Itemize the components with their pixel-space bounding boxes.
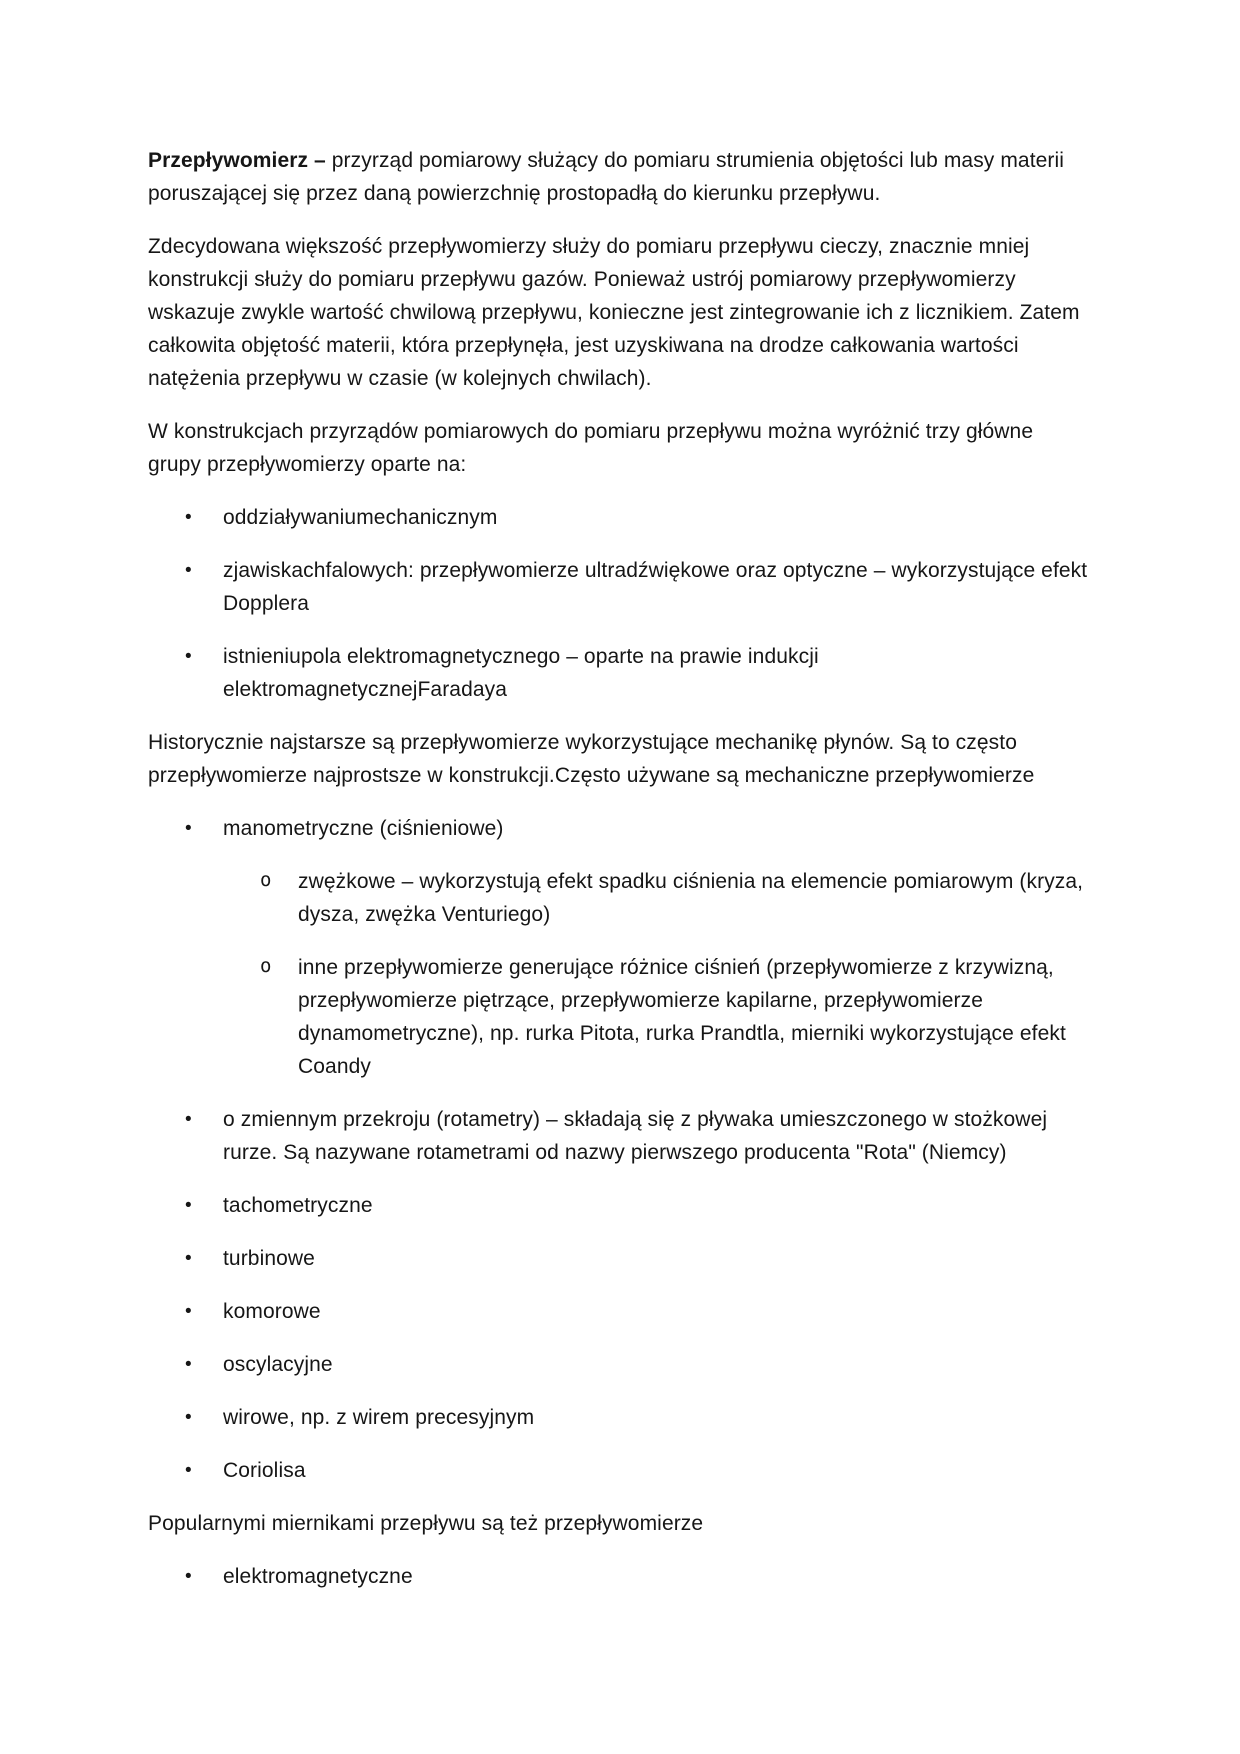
bullet-icon: • xyxy=(185,560,192,581)
list-item-text: wirowe, np. z wirem precesyjnym xyxy=(223,1406,535,1429)
sub-list-item xyxy=(148,865,1092,931)
list-item-text: oddziaływaniumechanicznym xyxy=(223,506,498,529)
bullet-icon: • xyxy=(185,646,192,667)
definition-text: przyrząd pomiarowy służący do pomiaru strumienia objętości lub masy materii poruszającej się przez daną powierzchnię prostopadłą do kierunku przepływu. xyxy=(148,149,1065,205)
bullet-icon: • xyxy=(185,818,192,839)
bullet-icon: • xyxy=(185,1301,192,1322)
bullet-icon: • xyxy=(185,1460,192,1481)
bullet-icon: • xyxy=(185,1195,192,1216)
list-item-text: manometryczne (ciśnieniowe) xyxy=(223,817,504,840)
bullet-icon: • xyxy=(185,507,192,528)
list-item xyxy=(148,1348,1092,1381)
bullet-icon: • xyxy=(185,1248,192,1269)
list-item-text: inne przepływomierze generujące różnice ciśnień (przepływomierze z krzywizną, przepływomierze piętrzące, przepływomierze kapilarne, przepływomierze dynamometryczne), np. rurka Pitota, rurka Prandtla, mierniki wykorzystujące efekt Coandy xyxy=(298,956,1066,1078)
list-item-text: tachometryczne xyxy=(223,1194,373,1217)
paragraph-history: Historycznie najstarsze są przepływomierze wykorzystujące mechanikę płynów. Są to często przepływomierze najprostsze w konstrukcji.Często używane są mechaniczne przepływomierze xyxy=(148,731,1035,787)
list-item-text: turbinowe xyxy=(223,1247,315,1270)
sub-list-item xyxy=(148,951,1092,1083)
circle-bullet-icon: o xyxy=(260,955,272,977)
list-item xyxy=(148,812,1092,845)
list-item xyxy=(148,1295,1092,1328)
list-item-text: Coriolisa xyxy=(223,1459,306,1482)
list-item-text: zwężkowe – wykorzystują efekt spadku ciśnienia na elemencie pomiarowym (kryza, dysza, zwężka Venturiego) xyxy=(298,870,1084,926)
list-item xyxy=(148,554,1092,620)
bullet-icon: • xyxy=(185,1566,192,1587)
list-item-text: zjawiskachfalowych: przepływomierze ultradźwiękowe oraz optyczne – wykorzystujące efekt Dopplera xyxy=(223,559,1088,615)
bullet-icon: • xyxy=(185,1354,192,1375)
document-body xyxy=(148,144,1092,1613)
list-item-text: istnieniupola elektromagnetycznego – oparte na prawie indukcji elektromagnetycznejFaradaya xyxy=(223,645,819,701)
paragraph-definition xyxy=(148,144,1092,210)
list-item-text: komorowe xyxy=(223,1300,321,1323)
list-item xyxy=(148,1401,1092,1434)
list-item xyxy=(148,1560,1092,1593)
list-item xyxy=(148,1103,1092,1169)
list-item xyxy=(148,501,1092,534)
bullet-icon: • xyxy=(185,1407,192,1428)
list-item xyxy=(148,1454,1092,1487)
paragraph-groups-intro: W konstrukcjach przyrządów pomiarowych do pomiaru przepływu można wyróżnić trzy główne grupy przepływomierzy oparte na: xyxy=(148,420,1034,476)
bullet-icon: • xyxy=(185,1109,192,1130)
list-item xyxy=(148,1242,1092,1275)
list-item xyxy=(148,1189,1092,1222)
circle-bullet-icon: o xyxy=(260,869,272,891)
definition-term: Przepływomierz – xyxy=(148,149,326,172)
paragraph-overview: Zdecydowana większość przepływomierzy służy do pomiaru przepływu cieczy, znacznie mniej konstrukcji służy do pomiaru przepływu gazów. Ponieważ ustrój pomiarowy przepływomierzy wskazuje zwykle wartość chwilową przepływu, konieczne jest zintegrowanie ich z licznikiem. Zatem całkowita objętość materii, która przepłynęła, jest uzyskiwana na drodze całkowania wartości natężenia przepływu w czasie (w kolejnych chwilach). xyxy=(148,235,1080,390)
paragraph-popular-intro: Popularnymi miernikami przepływu są też przepływomierze xyxy=(148,1512,704,1535)
list-item-text: oscylacyjne xyxy=(223,1353,333,1376)
list-item-text: elektromagnetyczne xyxy=(223,1565,413,1588)
list-item-text: o zmiennym przekroju (rotametry) – składają się z pływaka umieszczonego w stożkowej rurze. Są nazywane rotametrami od nazwy pierwszego producenta "Rota" (Niemcy) xyxy=(223,1108,1048,1164)
list-item xyxy=(148,640,1092,706)
